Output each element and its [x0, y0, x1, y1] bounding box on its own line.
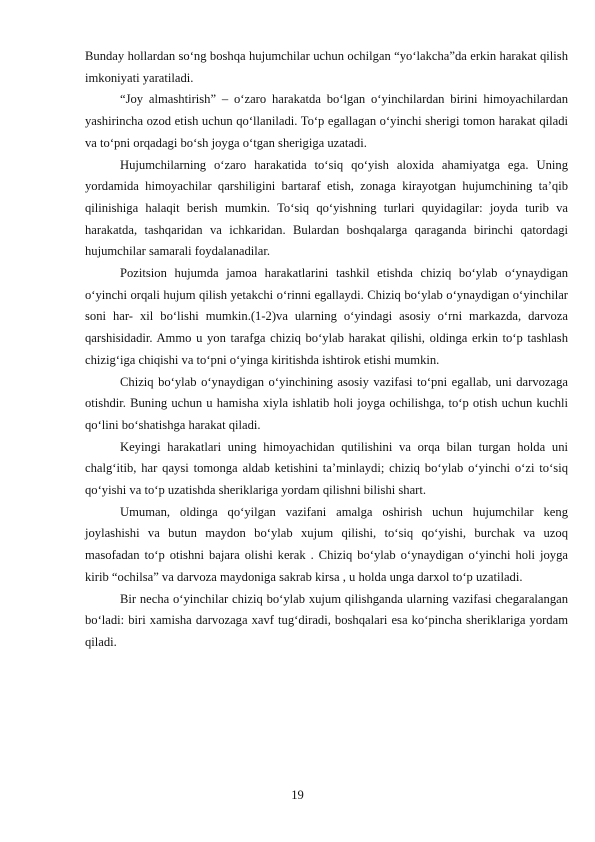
paragraph-2: “Joy almashtirish” – o‘zaro harakatda bo‘lgan o‘yinchilardan birini himoyachilardan yashirincha ozod etish uchun qo‘llaniladi. To‘p egallagan o‘yinchi sherigi tomon harakat qiladi va to‘pni orqadagi bo‘sh joyga o‘tgan sherigiga uzatadi.	[85, 92, 568, 150]
paragraph-1: Bunday hollardan so‘ng boshqa hujumchilar uchun ochilgan “yo‘lakcha”da erkin harakat qilish imkoniyati yaratiladi.	[85, 49, 568, 85]
paragraph-5: Chiziq bo‘ylab o‘ynaydigan o‘yinchining asosiy vazifasi to‘pni egallab, uni darvozaga otishdir. Buning uchun u hamisha xiyla ishlatib holi joyga ochilishga, to‘p otish uchun kuchli qo‘lini bo‘shatishga harakat qiladi.	[85, 374, 568, 432]
document-body	[85, 46, 568, 654]
paragraph-4: Pozitsion hujumda jamoa harakatlarini tashkil etishda chiziq bo‘ylab o‘ynaydigan o‘yinchi orqali hujum qilish yetakchi o‘rinni egallaydi. Chiziq bo‘ylab o‘ynaydigan o‘yinchilar soni har- xil bo‘lishi mumkin.(1-2)va ularning o‘yindagi asosiy o‘rni markazda, darvoza qarshisidadir. Ammo u yon tarafga chiziq bo‘ylab harakat qilishi, oldinga erkin to‘p tashlash chizig‘iga chiqishi va to‘pni o‘yinga kiritishda ishtirok etishi mumkin.	[85, 266, 568, 367]
paragraph-7: Umuman, oldinga qo‘yilgan vazifani amalga oshirish uchun hujumchilar keng joylashishi va butun maydon bo‘ylab xujum qilishi, to‘siq qo‘yishi, burchak va uzoq masofadan to‘p otishni bajara olishi kerak . Chiziq bo‘ylab o‘ynaydigan o‘yinchi holi joyga kirib “ochilsa” va darvoza maydoniga sakrab kirsa , u holda unga darxol to‘p uzatiladi.	[85, 504, 568, 584]
paragraph-8: Bir necha o‘yinchilar chiziq bo‘ylab xujum qilishganda ularning vazifasi chegaralangan bo‘ladi: biri xamisha darvozaga xavf tug‘diradi, boshqalari esa ko‘pincha sheriklariga yordam qiladi.	[85, 591, 568, 649]
paragraph-6: Keyingi harakatlari uning himoyachidan qutilishini va orqa bilan turgan holda uni chalg‘itib, har qaysi tomonga aldab ketishini ta’minlaydi; chiziq bo‘ylab o‘yinchi o‘zi to‘siq qo‘yishi va to‘p uzatishda sheriklariga yordam qilishni bilishi shart.	[85, 439, 568, 498]
paragraph-3: Hujumchilarning o‘zaro harakatida to‘siq qo‘yish aloxida ahamiyatga ega. Uning yordamida himoyachilar qarshiligini bartaraf etish, zonaga kirayotgan hujumchining ta’qib qilinishiga halaqit berish mumkin. To‘siq qo‘yishning turlari quyidagilar: joyda turib va harakatda, tashqaridan va ichkaridan. Bulardan boshqalarga qaraganda birinchi qatordagi hujumchilar samarali foydalanadilar.	[85, 157, 568, 259]
page-number: 19	[291, 788, 304, 802]
